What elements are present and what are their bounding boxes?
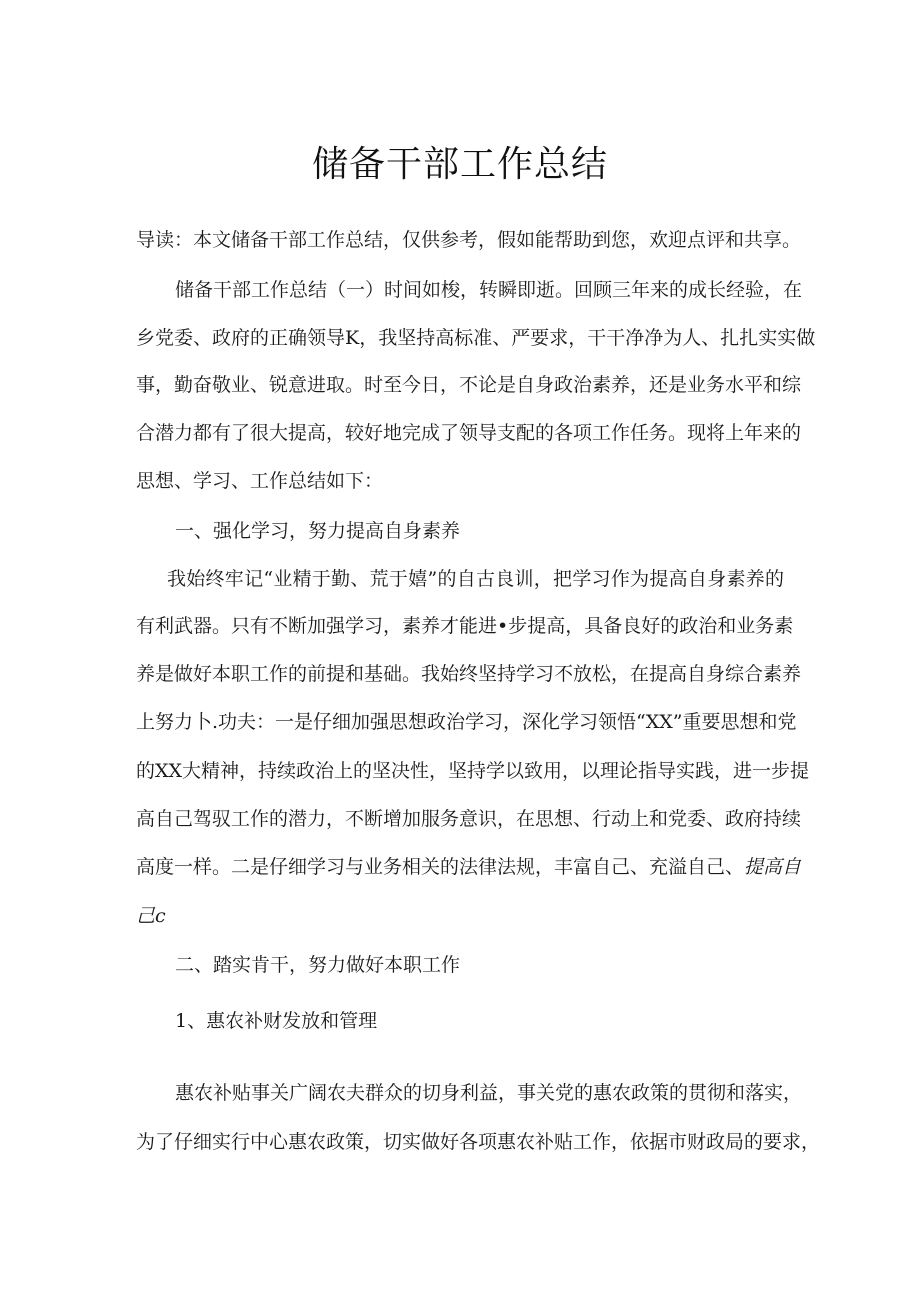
para1-line-4: 合潜力都有了很大提高，较好地完成了领导支配的各项工作任务。现将上年来的 [136, 422, 802, 444]
para2-line-6: 高自己驾驭工作的潜力，不断增加服务意识，在思想、行动上和党委、政府持续 [136, 808, 802, 830]
para2-line-3: 养是做好本职工作的前提和基础。我始终坚持学习不放松，在提高自身综合素养 [136, 663, 802, 685]
para1-line-5: 思想、学习、工作总结如下： [136, 470, 384, 492]
section-heading-1: 一、强化学习，努力提高自身素养 [175, 520, 461, 542]
para1-line-3: 事，勤奋敬业、锐意进取。时至今日，不论是自身政治素养，还是业务水平和综 [136, 374, 802, 396]
para2-line-8: 己c [136, 905, 166, 927]
para3-line-2: 为了仔细实行中心惠农政策，切实做好各项惠农补贴工作，依据市财政局的要求， [136, 1131, 821, 1153]
sub-heading-1: 1、惠农补财发放和管理 [175, 1010, 378, 1032]
section-heading-2: 二、踏实肯干，努力做好本职工作 [175, 954, 461, 976]
document-title: 储备干部工作总结 [311, 144, 608, 185]
para2-line-1: 我始终牢记“业精于勤、荒于嬉”的自古良训，把学习作为提高自身素养的 [167, 568, 784, 590]
para3-line-1: 惠农补贴事关广阔农夫群众的切身利益，事关党的惠农政策的贯彻和落实， [175, 1082, 803, 1104]
para2-line-5: 的XX大精神，持续政治上的坚决性，坚持学以致用，以理论指导实践，进一步提 [136, 760, 810, 782]
para2-line-7-text: 高度一样。二是仔细学习与业务相关的法律法规，丰富自己、充溢自己、 [136, 856, 745, 878]
intro-line: 导读：本文储备干部工作总结，仅供参考，假如能帮助到您，欢迎点评和共享。 [136, 229, 802, 251]
para2-italic-end: 提高自 [744, 856, 802, 878]
para2-line-7 [136, 855, 802, 879]
para1-line-1: 储备干部工作总结（一）时间如梭，转瞬即逝。回顾三年来的成长经验，在 [175, 279, 803, 301]
para2-line-4: 上努力卜.功夫：一是仔细加强思想政治学习，深化学习领悟“XX”重要思想和党 [136, 711, 797, 733]
para1-line-2: 乡党委、政府的正确领导K，我坚持高标准、严要求，干干净净为人、扎扎实实做 [136, 327, 816, 349]
para2-line-2: 有利武器。只有不断加强学习，素养才能进•步提高，具备良好的政治和业务素 [136, 615, 794, 637]
